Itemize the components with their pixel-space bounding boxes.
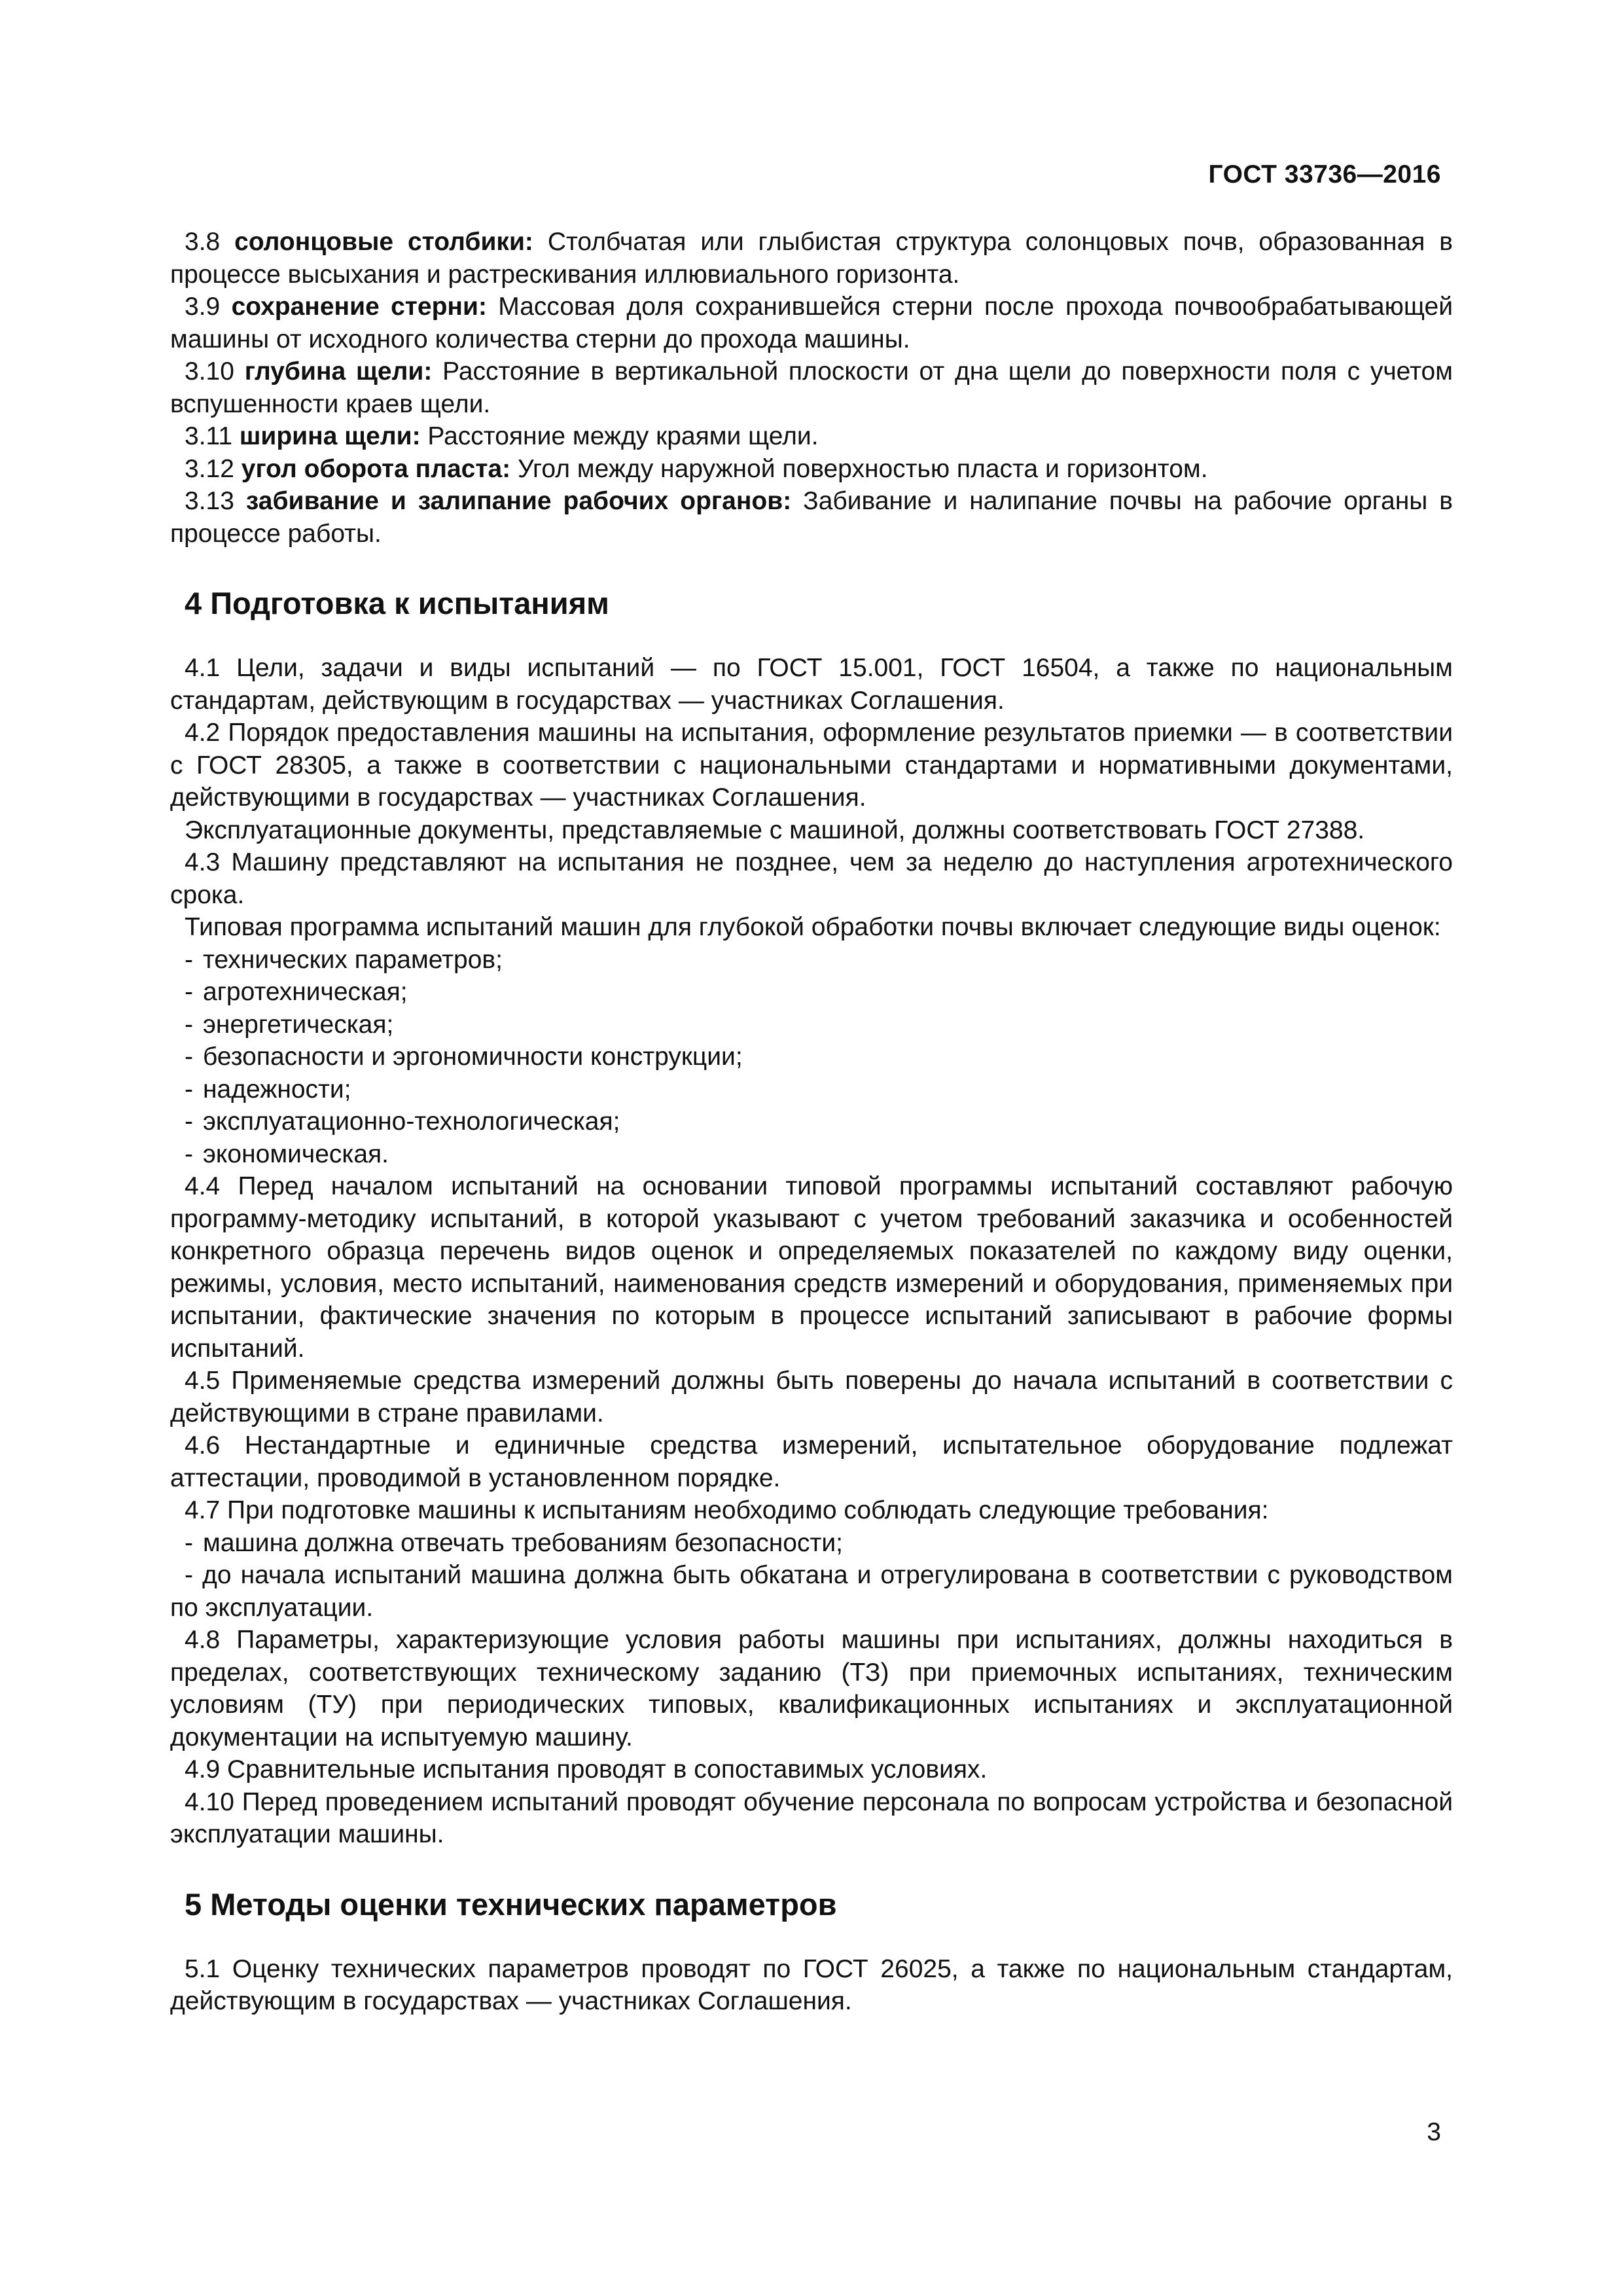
paragraph-4-8: 4.8 Параметры, характеризующие условия работы машины при испытаниях, должны находиться в пределах, соответствующих техническому заданию (ТЗ) при приемочных испытаниях, техническим условиям (ТУ) при периодических типовых, квалификационных испытаниях и эксплуатационной документации на испытуемую машину. bbox=[170, 1626, 1453, 1751]
page-content bbox=[170, 226, 1453, 2018]
def-term: глубина щели: bbox=[244, 357, 433, 386]
list-item bbox=[170, 944, 1453, 977]
list-dash: - bbox=[185, 1561, 193, 1589]
def-text: Столбчатая или глыбистая структура солонцовых почв, образованная в процессе высыхания и растрескивания иллювиального горизонта. bbox=[170, 228, 1453, 289]
definition-3-12 bbox=[170, 453, 1453, 486]
requirement-text: машина должна отвечать требованиям безопасности; bbox=[203, 1528, 843, 1557]
list-item bbox=[170, 1105, 1453, 1138]
requirement-item bbox=[170, 1559, 1453, 1624]
list-dash: - bbox=[185, 1107, 193, 1136]
def-num: 3.9 bbox=[185, 293, 221, 321]
paragraph-4-2-operational-docs: Эксплуатационные документы, представляемые с машиной, должны соответствовать ГОСТ 27388. bbox=[185, 816, 1365, 844]
definition-3-9 bbox=[170, 291, 1453, 355]
def-text: Забивание и налипание почвы на рабочие органы в процессе работы. bbox=[170, 487, 1453, 548]
paragraph-4-3-program: Типовая программа испытаний машин для глубокой обработки почвы включает следующие виды оценок: bbox=[185, 913, 1441, 941]
def-text: Массовая доля сохранившейся стерни после прохода почвообрабатывающей машины от исходного количества стерни до прохода машины. bbox=[170, 293, 1453, 353]
document-header: ГОСТ 33736—2016 bbox=[1208, 160, 1441, 188]
def-text: Расстояние между краями щели. bbox=[420, 422, 819, 450]
paragraph-4-1: 4.1 Цели, задачи и виды испытаний — по ГОСТ 15.001, ГОСТ 16504, а также по национальным стандартам, действующим в государствах — участниках Соглашения. bbox=[170, 654, 1453, 715]
list-item-text: безопасности и эргономичности конструкции; bbox=[203, 1043, 743, 1071]
def-num: 3.10 bbox=[185, 357, 234, 386]
list-item-text: энергетическая; bbox=[203, 1010, 394, 1039]
paragraph-4-2: 4.2 Порядок предоставления машины на испытания, оформление результатов приемки — в соответствии с ГОСТ 28305, а также в соответствии с национальными стандартами и нормативными документами, действующими в государствах — участниках Соглашения. bbox=[170, 719, 1453, 812]
def-term: сохранение стерни: bbox=[231, 293, 487, 321]
list-dash: - bbox=[185, 978, 193, 1006]
section-4-heading: 4 Подготовка к испытаниям bbox=[185, 586, 609, 620]
def-term: забивание и залипание рабочих органов: bbox=[245, 487, 792, 515]
paragraph-4-10: 4.10 Перед проведением испытаний проводят обучение персонала по вопросам устройства и безопасной эксплуатации машины. bbox=[170, 1787, 1453, 1848]
list-item-text: агротехническая; bbox=[203, 978, 408, 1006]
paragraph-5-1: 5.1 Оценку технических параметров проводят по ГОСТ 26025, а также по национальным стандартам, действующим в государствах — участниках Соглашения. bbox=[170, 1954, 1453, 2015]
paragraph-4-5: 4.5 Применяемые средства измерений должны быть поверены до начала испытаний в соответствии с действующими в стране правилами. bbox=[170, 1367, 1453, 1427]
paragraph-4-7: 4.7 При подготовке машины к испытаниям необходимо соблюдать следующие требования: bbox=[185, 1496, 1269, 1524]
list-item bbox=[170, 1138, 1453, 1171]
paragraph-4-3: 4.3 Машину представляют на испытания не позднее, чем за неделю до наступления агротехнического срока. bbox=[170, 848, 1453, 909]
list-item bbox=[170, 976, 1453, 1009]
requirement-item bbox=[170, 1527, 1453, 1560]
list-item bbox=[170, 1041, 1453, 1073]
definition-3-13 bbox=[170, 485, 1453, 550]
definition-3-8 bbox=[170, 226, 1453, 291]
list-dash: - bbox=[185, 1075, 193, 1103]
list-item bbox=[170, 1073, 1453, 1106]
def-text: Угол между наружной поверхностью пласта и горизонтом. bbox=[510, 454, 1208, 483]
paragraph-4-6: 4.6 Нестандартные и единичные средства измерений, испытательное оборудование подлежат аттестации, проводимой в установленном порядке. bbox=[170, 1431, 1453, 1492]
def-num: 3.13 bbox=[185, 487, 234, 515]
list-item-text: технических параметров; bbox=[203, 945, 503, 974]
list-dash: - bbox=[185, 1010, 193, 1039]
list-item-text: надежности; bbox=[203, 1075, 351, 1103]
page-number: 3 bbox=[1427, 2118, 1441, 2146]
definition-3-11 bbox=[170, 420, 1453, 453]
paragraph-4-9: 4.9 Сравнительные испытания проводят в сопоставимых условиях. bbox=[185, 1755, 988, 1784]
def-term: солонцовые столбики: bbox=[234, 228, 533, 256]
list-dash: - bbox=[185, 1043, 193, 1071]
def-term: угол оборота пласта: bbox=[241, 454, 511, 483]
requirement-text: до начала испытаний машина должна быть обкатана и отрегулирована в соответствии с руководством по эксплуатации. bbox=[170, 1561, 1453, 1622]
def-text: Расстояние в вертикальной плоскости от дна щели до поверхности поля с учетом вспушенности краев щели. bbox=[170, 357, 1453, 418]
list-item-text: экономическая. bbox=[203, 1139, 389, 1168]
section-5-heading: 5 Методы оценки технических параметров bbox=[185, 1886, 837, 1922]
def-num: 3.8 bbox=[185, 228, 221, 256]
list-item bbox=[170, 1009, 1453, 1041]
paragraph-4-4: 4.4 Перед началом испытаний на основании типовой программы испытаний составляют рабочую программу-методику испытаний, в которой указывают с учетом требований заказчика и особенностей конкретного образца перечень видов оценок и определяемых показателей по каждому виду оценки, режимы, условия, место испытаний, наименования средств измерений и оборудования, применяемых при испытании, фактические значения по которым в процессе испытаний записывают в рабочие формы испытаний. bbox=[170, 1172, 1453, 1363]
def-num: 3.12 bbox=[185, 454, 234, 483]
list-dash: - bbox=[185, 1528, 193, 1557]
def-term: ширина щели: bbox=[239, 422, 421, 450]
list-dash: - bbox=[185, 1139, 193, 1168]
list-item-text: эксплуатационно-технологическая; bbox=[203, 1107, 620, 1136]
list-dash: - bbox=[185, 945, 193, 974]
def-num: 3.11 bbox=[185, 422, 233, 450]
definition-3-10 bbox=[170, 355, 1453, 420]
